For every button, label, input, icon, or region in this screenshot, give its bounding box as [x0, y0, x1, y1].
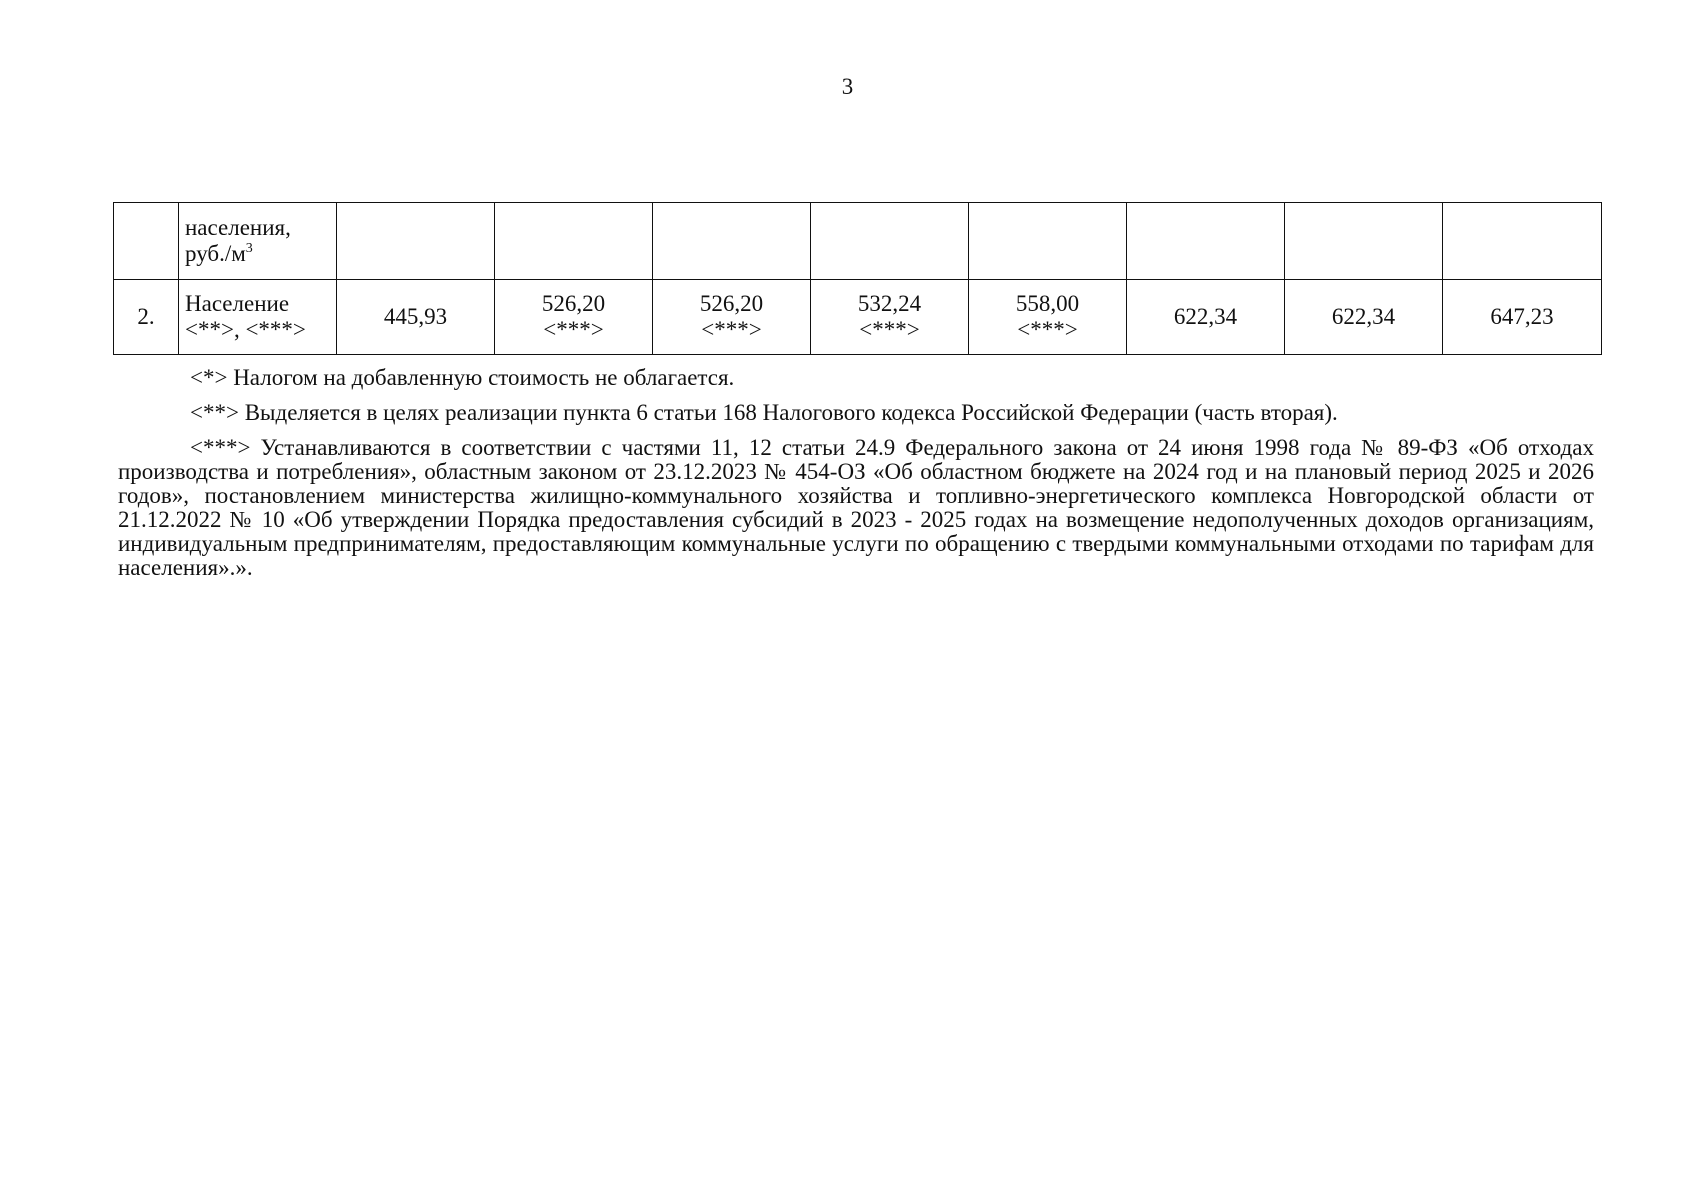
value-note: <***>: [701, 317, 762, 342]
row-label-line1: населения,: [185, 215, 291, 240]
row-label-cell: [179, 280, 337, 355]
value-text: 526,20: [541, 291, 606, 316]
value-cell: [1443, 280, 1602, 355]
value-text: 526,20: [699, 291, 764, 316]
value-cell: [337, 203, 495, 280]
value-cell: [1127, 203, 1285, 280]
row-number-cell: [114, 203, 179, 280]
value-cell: [1443, 203, 1602, 280]
row-label-line2: руб./м: [185, 241, 246, 266]
value-cell: [495, 280, 653, 355]
value-cell: [653, 280, 811, 355]
row-label-line1: Население: [185, 291, 290, 316]
footnotes: [118, 366, 1594, 591]
footnote-legal-basis: <***> Устанавливаются в соответствии с частями 11, 12 статьи 24.9 Федерального закона от 24 июня 1998 года № 89-ФЗ «Об отходах производства и потребления», областным законом от 23.12.2023 № 454-ОЗ «Об областном бюджете на 2024 год и на плановый период 2025 и 2026 годов», постановлением министерства жилищно-коммунального хозяйства и топливно-энергетического комплекса Новгородской области от 21.12.2022 № 10 «Об утверждении Порядка предоставления субсидий в 2023 - 2025 годах на возмещение недополученных доходов организациям, индивидуальным предпринимателям, предоставляющим коммунальные услуги по обращению с твердыми коммунальными отходами по тарифам для населения».».: [118, 435, 1594, 580]
row-label-line2-wrap: [185, 317, 330, 343]
value-cell: [969, 203, 1127, 280]
value-text: 558,00: [1015, 291, 1080, 316]
value-cell: [969, 280, 1127, 355]
value-text: 622,34: [1331, 304, 1396, 329]
value-note: <***>: [859, 317, 920, 342]
row-label-superscript: 3: [245, 241, 253, 256]
value-cell: [811, 280, 969, 355]
value-cell: [811, 203, 969, 280]
row-label-line2: <**>, <***>: [185, 317, 306, 342]
value-text: 622,34: [1173, 304, 1238, 329]
value-note: <***>: [1017, 317, 1078, 342]
value-text: 647,23: [1490, 304, 1554, 329]
value-text: 532,24: [857, 291, 922, 316]
value-cell: [1127, 280, 1285, 355]
value-note: <***>: [543, 317, 604, 342]
value-cell: [337, 280, 495, 355]
footnote-no-vat: <*> Налогом на добавленную стоимость не облагается.: [190, 365, 735, 390]
row-label-line2-wrap: [185, 241, 330, 267]
value-cell: [1285, 203, 1443, 280]
page-number: 3: [841, 74, 854, 99]
value-cell: [653, 203, 811, 280]
row-label-cell: [179, 203, 337, 280]
value-text: 445,93: [383, 304, 448, 329]
value-cell: [1285, 280, 1443, 355]
row-number-cell: 2.: [114, 280, 179, 355]
table-row: [114, 280, 1602, 355]
table-row: [114, 203, 1602, 280]
footnote-vat-allocation: <**> Выделяется в целях реализации пункта 6 статьи 168 Налогового кодекса Российской Федерации (часть вторая).: [190, 400, 1338, 425]
tariff-table: [113, 202, 1602, 355]
value-cell: [495, 203, 653, 280]
